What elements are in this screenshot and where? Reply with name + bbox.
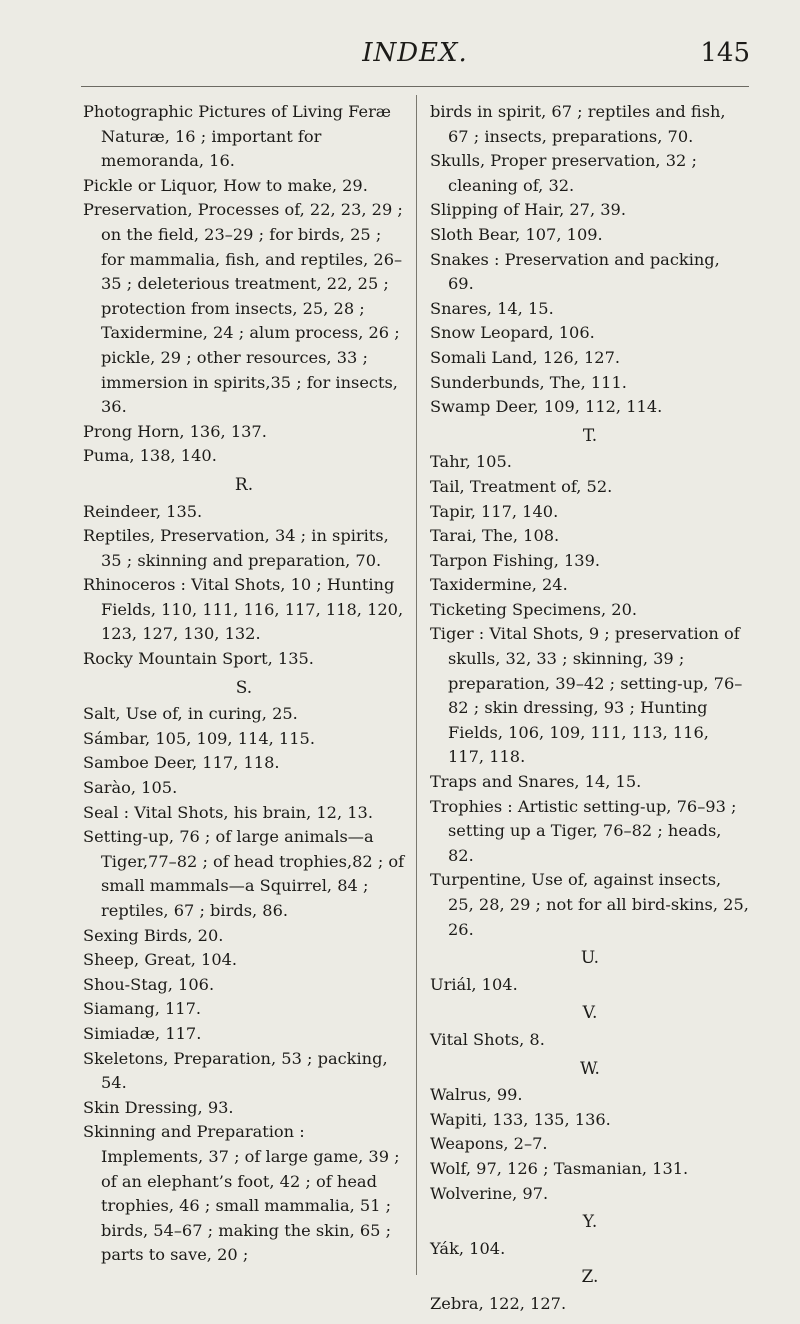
index-entry: Skin Dressing, 93. <box>83 1097 234 1117</box>
index-entry: Sarào, 105. <box>83 778 178 798</box>
index-entry: Puma, 138, 140. <box>83 446 217 466</box>
index-entry: Reptiles, Preservation, 34 ; in spirits, 35 ; skinning and preparation, 70. <box>83 526 389 570</box>
index-entry: Zebra, 122, 127. <box>430 1293 567 1313</box>
index-entry: Snow Leopard, 106. <box>430 323 595 343</box>
index-entry: Rhinoceros : Vital Shots, 10 ; Hunting Fields, 110, 111, 116, 117, 118, 120, 123, 127, 130, 132. <box>83 575 404 644</box>
column-divider <box>416 95 417 1275</box>
index-entry: Uriál, 104. <box>430 974 518 994</box>
index-entry: Sámbar, 105, 109, 114, 115. <box>83 728 315 748</box>
index-entry: Tail, Treatment of, 52. <box>430 476 613 496</box>
index-entry: Skinning and Preparation : Implements, 37 ; of large game, 39 ; of an elephant’s foot, 42 ; of head trophies, 46 ; small mammalia, 51 ; birds, 54–67 ; making the skin, 65 ; parts to save, 20 ; <box>83 1122 400 1265</box>
index-entry: Siamang, 117. <box>83 999 202 1019</box>
index-entry: Shou-Stag, 106. <box>83 974 215 994</box>
index-entry: Setting-up, 76 ; of large animals—a Tiger,77–82 ; of head trophies,82 ; of small mammals—a Squirrel, 84 ; reptiles, 67 ; birds, 86. <box>83 827 405 920</box>
index-entry: Reindeer, 135. <box>83 501 203 521</box>
index-entry: Tarai, The, 108. <box>430 526 560 546</box>
index-entry: Wolverine, 97. <box>430 1183 549 1203</box>
header-rule <box>81 86 749 87</box>
index-entry: Sexing Birds, 20. <box>83 925 224 945</box>
index-entry: Vital Shots, 8. <box>430 1029 545 1049</box>
index-entry: Tapir, 117, 140. <box>430 501 559 521</box>
section-letter: T. <box>582 425 598 446</box>
index-entry: Rocky Mountain Sport, 135. <box>83 649 314 669</box>
index-entry: Pickle or Liquor, How to make, 29. <box>83 175 368 195</box>
section-letter: S. <box>235 677 253 698</box>
section-letter: U. <box>580 948 600 969</box>
index-entry: Snares, 14, 15. <box>430 298 554 318</box>
page-title: INDEX. <box>362 38 468 68</box>
index-entry: Tahr, 105. <box>430 452 512 472</box>
index-entry: Walrus, 99. <box>430 1085 523 1105</box>
index-entry: Ticketing Specimens, 20. <box>430 599 638 619</box>
index-entry: Swamp Deer, 109, 112, 114. <box>430 397 663 417</box>
index-entry: Tarpon Fishing, 139. <box>430 550 601 570</box>
index-entry: Samboe Deer, 117, 118. <box>83 753 280 773</box>
index-entry: Turpentine, Use of, against insects, 25, 28, 29 ; not for all bird-skins, 25, 26. <box>430 870 749 939</box>
right-column <box>430 100 750 1317</box>
section-letter: Y. <box>582 1212 598 1233</box>
index-entry: Skulls, Proper preservation, 32 ; cleaning of, 32. <box>430 151 697 195</box>
left-column <box>83 100 405 1268</box>
section-letter: W. <box>580 1058 600 1079</box>
index-entry: Trophies : Artistic setting-up, 76–93 ; setting up a Tiger, 76–82 ; heads, 82. <box>430 796 737 865</box>
index-entry: Traps and Snares, 14, 15. <box>430 772 642 792</box>
index-entry: Seal : Vital Shots, his brain, 12, 13. <box>83 802 373 822</box>
index-entry: Simiadæ, 117. <box>83 1023 202 1043</box>
index-entry: Yák, 104. <box>430 1238 506 1258</box>
index-entry: Taxidermine, 24. <box>430 575 568 595</box>
index-entry: Snakes : Preservation and packing, 69. <box>430 249 720 294</box>
index-entry: Sheep, Great, 104. <box>83 950 238 970</box>
index-entry: Wolf, 97, 126 ; Tasmanian, 131. <box>430 1158 689 1178</box>
section-letter: R. <box>234 474 254 495</box>
index-entry: Somali Land, 126, 127. <box>430 347 621 367</box>
index-entry: Slipping of Hair, 27, 39. <box>430 200 626 220</box>
section-letter: V. <box>582 1003 598 1024</box>
index-entry: Preservation, Processes of, 22, 23, 29 ; on the field, 23–29 ; for birds, 25 ; for mammalia, fish, and reptiles, 26–35 ; deleterious treatment, 22, 25 ; protection from insects, 25, 28 ; Taxidermine, 24 ; alum process, 26 ; pickle, 29 ; other resources, 33 ; immersion in spirits,35 ; for insects, 36. <box>83 200 403 417</box>
index-entry: Tiger : Vital Shots, 9 ; preservation of skulls, 32, 33 ; skinning, 39 ; preparation, 39–42 ; setting-up, 76–82 ; skin dressing, 93 ; Hunting Fields, 106, 109, 111, 113, 116, 117, 118. <box>430 624 743 767</box>
index-entry: Sloth Bear, 107, 109. <box>430 224 603 244</box>
section-letter: Z. <box>581 1267 599 1288</box>
page-header <box>80 38 750 78</box>
index-entry: Wapiti, 133, 135, 136. <box>430 1109 611 1129</box>
index-entry: Salt, Use of, in curing, 25. <box>83 704 298 724</box>
index-entry: Skeletons, Preparation, 53 ; packing, 54. <box>83 1048 388 1093</box>
index-entry: Weapons, 2–7. <box>430 1134 548 1154</box>
index-entry: Photographic Pictures of Living Feræ Naturæ, 16 ; important for memoranda, 16. <box>83 102 392 171</box>
page-number: 145 <box>700 38 750 68</box>
index-entry: birds in spirit, 67 ; reptiles and fish, 67 ; insects, preparations, 70. <box>430 102 726 146</box>
index-entry: Prong Horn, 136, 137. <box>83 421 267 441</box>
index-entry: Sunderbunds, The, 111. <box>430 372 627 392</box>
